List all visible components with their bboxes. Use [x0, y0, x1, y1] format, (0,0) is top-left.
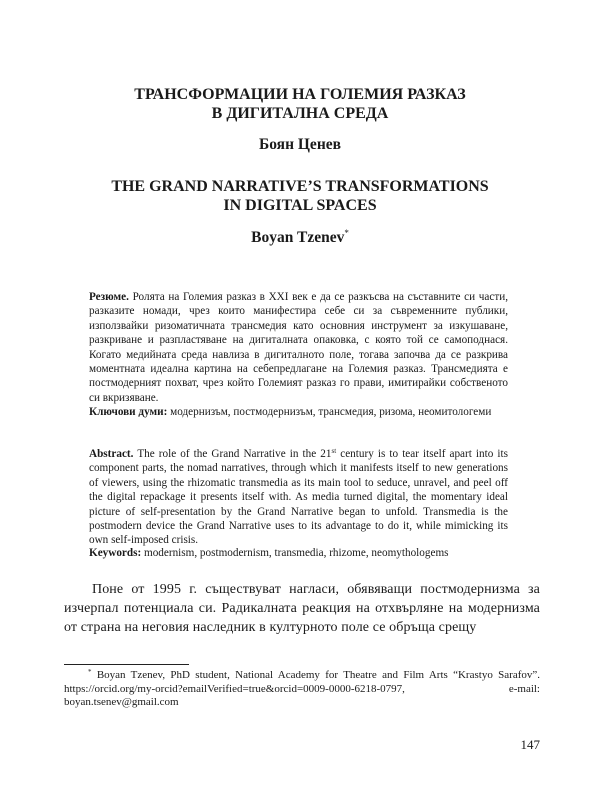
footnote-divider: [64, 664, 189, 665]
abstract-bulgarian-text: Ролята на Големия разказ в XXI век е да се разкъсва на съставните си части, разказите номади, чрез които манифестира себе си за съвременните публики, използвайки ризоматичната трансмедия като основния инструмент за изкушаване, разкриване и разпластяване на дигиталната опаковка, с която той се самоподнася. Когато медийната среда навлиза в дигиталното поле, тогава започва да се разкрива моментната идеална картина на себепредлагане на Големия разказ. Трансмедията е постмодерният похват, чрез който Големият разказ го прави, имитирайки собственото си вкризяване.: [89, 291, 509, 404]
title-english-line-1: THE GRAND NARRATIVE’S TRANSFORMATIONS: [111, 178, 489, 195]
keywords-bulgarian-text: модернизъм, постмодернизъм, трансмедия, ризома, неомитологеми: [170, 406, 492, 418]
author-english-name: Boyan Tzenev: [251, 229, 345, 246]
keywords-english: [89, 546, 508, 560]
keywords-bulgarian: [89, 405, 508, 419]
abstract-bulgarian: [89, 290, 508, 405]
author-english: [60, 228, 540, 247]
keywords-english-label: Keywords:: [89, 547, 142, 559]
page-number: 147: [520, 737, 540, 752]
ordinal-superscript: st: [331, 447, 337, 455]
abstract-bulgarian-label: Резюме.: [89, 291, 129, 303]
footnote-mark: *: [88, 668, 92, 676]
title-bulgarian-line-2: В ДИГИТАЛНА СРЕДА: [211, 105, 389, 122]
abstract-english: [89, 447, 508, 548]
abstract-english-text-start: The role of the Grand Narrative in the 21: [137, 448, 332, 460]
title-english: [60, 177, 540, 215]
author-footnote-mark[interactable]: *: [344, 228, 349, 238]
footnote: [64, 669, 540, 710]
title-bulgarian: [60, 85, 540, 123]
abstract-english-text-end: century is to tear itself apart into its component parts, the nomad narratives, through which it manifests itself to new generations of viewers, using the rhizomatic transmedia as its main tool to seduce, unravel, and peel off the digital repackage it presents itself with. As media turned digital, the momentary ideal picture of self-presentation by the Grand Narrative began to unfold. Transmedia is the postmodern device the Grand Narrative uses to its advantage to do it, while mimicking its own self-imposed crisis.: [89, 448, 508, 547]
title-english-line-2: IN DIGITAL SPACES: [223, 197, 377, 214]
keywords-english-text: modernism, postmodernism, transmedia, rhizome, neomythologems: [144, 547, 449, 559]
abstract-english-label: Abstract.: [89, 448, 134, 460]
body-paragraph: Поне от 1995 г. съществуват нагласи, обявяващи постмодернизма за изчерпал потенциала си. Радикалната реакция на отхвърляне на модернизма от страна на неговия наследник в културното поле се обръща срещу: [64, 582, 540, 635]
footnote-text: Boyan Tzenev, PhD student, National Academy for Theatre and Film Arts “Krastyo Sarafov”. https://orcid.org/my-orcid?emailVerified=true&orcid=0009-0000-6218-0797, e-mail: boyan.tsenev@gmail.com: [64, 669, 540, 709]
title-bulgarian-line-1: ТРАНСФОРМАЦИИ НА ГОЛЕМИЯ РАЗКАЗ: [134, 86, 466, 103]
keywords-bulgarian-label: Ключови думи:: [89, 406, 168, 418]
author-bulgarian: Боян Ценев: [258, 136, 341, 153]
